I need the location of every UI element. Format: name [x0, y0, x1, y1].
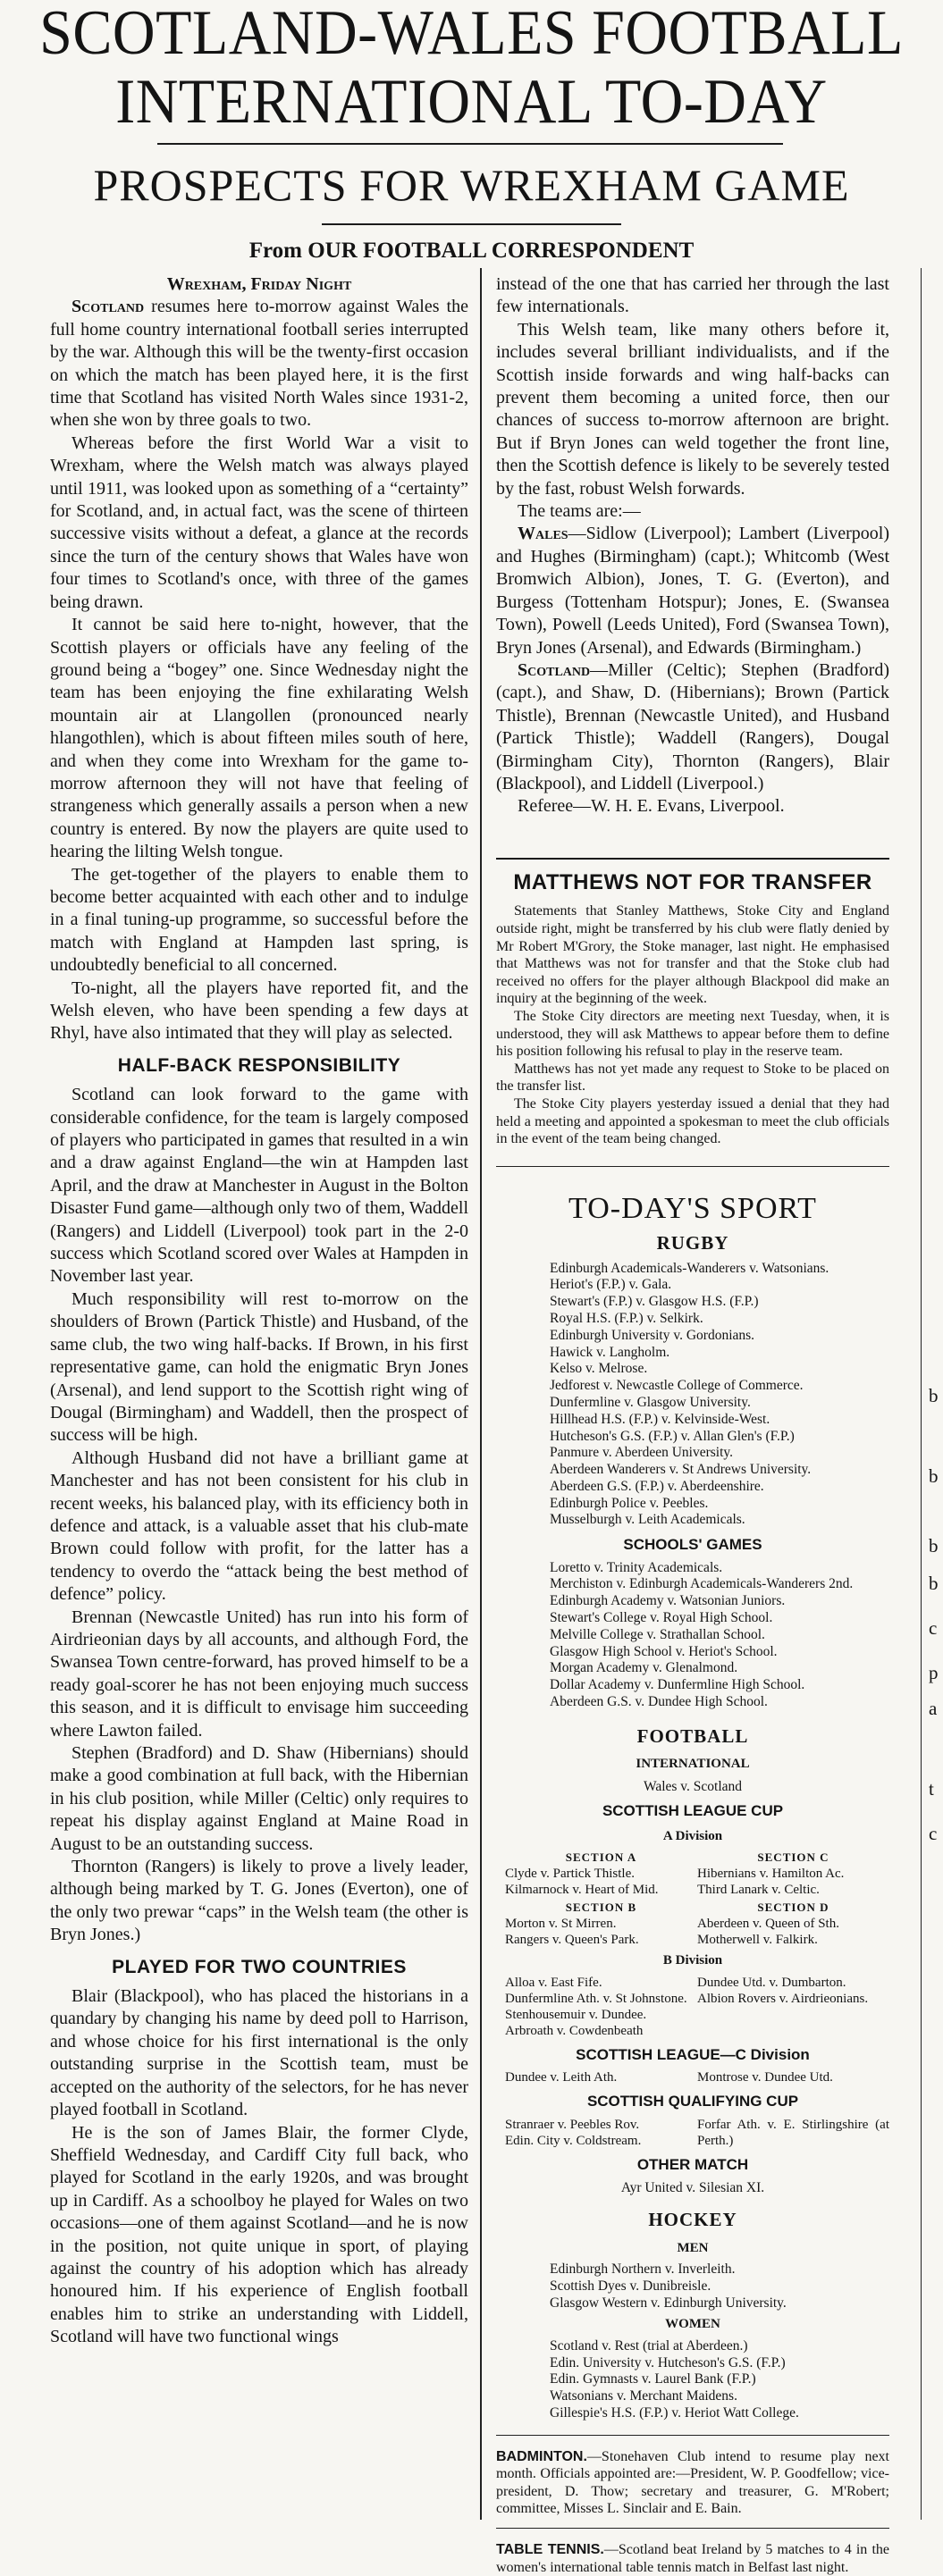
b-division-heading: B Division [662, 1953, 723, 1968]
fixture: Rangers v. Queen's Park. [505, 1933, 639, 1948]
story-paragraph: The Stoke City players yesterday issued a denial that they had held a meeting and appointed a spokesman to meet the club officials in the event of the team being changed. [496, 1095, 889, 1147]
article-paragraph: The get-together of the players to enable them to become better acquainted with each other and to indulge in a final tuning-up programme, so successful before the match with England at Hampden last spring, is undoubtedly beneficial to all concerned. [50, 864, 468, 976]
todays-sport-heading: TO-DAY'S SPORT [568, 1191, 817, 1225]
article-paragraph: To-night, all the players have reported fit, and the Welsh eleven, who have been spending a few days at Rhyl, have also intimated that they will play as selected. [50, 978, 468, 1044]
b-division-fixtures [505, 1975, 889, 2039]
cut-off-letter: p [929, 1662, 939, 1683]
fixture: Musselburgh v. Leith Academicals. [550, 1512, 745, 1528]
fixture: Jedforest v. Newcastle College of Commerce. [550, 1378, 804, 1394]
fixture: Edin. Gymnasts v. Laurel Bank (F.P.) [550, 2371, 756, 2387]
fixture: Dundee v. Leith Ath. [505, 2070, 618, 2085]
story-paragraph: Matthews has not yet made any request to Stoke to be placed on the transfer list. [496, 1061, 889, 1095]
hockey-heading: HOCKEY [648, 2209, 737, 2231]
subheadline-rule [322, 223, 621, 225]
right-edge-divider [921, 268, 922, 2520]
article-paragraph: The teams are:— [518, 501, 641, 522]
cut-off-letter: b [929, 1465, 939, 1487]
article-paragraph: Although Husband did not have a brilliant game at Manchester and has not been consistent for his club in recent weeks, his balanced play, with its efficiency both in defence and attack, is a valuable asset that his club-mate Brown could follow with profit, for the latter has a tendency to overdo the “attack being the best method of defence” policy. [50, 1447, 468, 1605]
fixture: Stewart's (F.P.) v. Glasgow H.S. (F.P.) [550, 1294, 759, 1310]
wales-team [496, 523, 889, 659]
fixture: Kilmarnock v. Heart of Mid. [505, 1883, 659, 1898]
fixture: Edinburgh Northern v. Inverleith. [550, 2261, 736, 2277]
headline [0, 0, 943, 137]
cut-off-letter: c [929, 1617, 938, 1639]
section-label: SECTION C [757, 1850, 829, 1865]
article-paragraph: instead of the one that has carried her through the last few internationals. [496, 274, 889, 317]
fixture: Aberdeen G.S. (F.P.) v. Aberdeenshire. [550, 1478, 764, 1494]
section-c [697, 1850, 889, 1898]
fixture: Edinburgh Academy v. Watsonian Juniors. [550, 1593, 786, 1609]
fixture: Stenhousemuir v. Dundee. [505, 2007, 647, 2022]
other-match-fixture: Ayr United v. Silesian XI. [620, 2180, 765, 2196]
fixture: Melville College v. Strathallan School. [550, 1626, 765, 1642]
hockey-men-fixtures [550, 2261, 889, 2312]
section-rule [496, 858, 889, 860]
fixture: Heriot's (F.P.) v. Gala. [550, 1277, 672, 1293]
fixture: Hibernians v. Hamilton Ac. [697, 1867, 845, 1882]
section-rule [496, 2528, 889, 2529]
fixture: Dunfermline v. Glasgow University. [550, 1394, 751, 1410]
article-paragraph: Thornton (Rangers) is likely to prove a lively leader, although being marked by T. G. Jones (Everton), one of the only two prewar “caps” in the Welsh team (the other is Bryn Jones.) [50, 1857, 468, 1945]
fixture: Morton v. St Mirren. [505, 1917, 617, 1932]
fixture: Aberdeen v. Queen of Sth. [697, 1917, 839, 1932]
fixture: Dollar Academy v. Dunfermline High School. [550, 1677, 805, 1693]
fixture: Motherwell v. Falkirk. [697, 1933, 818, 1948]
schools-heading: SCHOOLS' GAMES [623, 1536, 762, 1554]
fixture: Hutcheson's G.S. (F.P.) v. Allan Glen's (F.P.) [550, 1428, 795, 1444]
fixture: Kelso v. Melrose. [550, 1361, 648, 1377]
international-fixture: Wales v. Scotland [643, 1778, 743, 1794]
international-heading: INTERNATIONAL [636, 1757, 750, 1772]
fixture: Edin. University v. Hutcheson's G.S. (F.P.) [550, 2354, 786, 2370]
article-paragraph: Blair (Blackpool), who has placed the historians in a quandary by changing his name by deed poll to Harrison, and whose choice for his first international is the only outstanding surprise in the Scottish team, must be accepted on the authority of the selectors, for he has never played football in Scotland. [50, 1986, 468, 2120]
brief-label: TABLE TENNIS. [496, 2542, 604, 2558]
fixture: Panmure v. Aberdeen University. [550, 1445, 734, 1461]
referee: Referee—W. H. E. Evans, Liverpool. [518, 796, 785, 817]
schools-fixtures [550, 1560, 889, 1711]
qualifying-left [505, 2117, 697, 2149]
c-division-fixtures [505, 2069, 889, 2085]
matthews-story [496, 902, 889, 1147]
hockey-women-heading: WOMEN [665, 2317, 720, 2332]
hockey-women-fixtures [550, 2338, 889, 2422]
fixture: Arbroath v. Cowdenbeath [505, 2023, 644, 2038]
section-label: SECTION A [565, 1850, 637, 1865]
football-heading: FOOTBALL [636, 1724, 749, 1747]
byline: From OUR FOOTBALL CORRESPONDENT [248, 239, 695, 263]
fixture: Edin. City v. Coldstream. [505, 2133, 642, 2148]
badminton-brief [496, 2448, 889, 2518]
column-divider [480, 268, 482, 2520]
other-match-heading: OTHER MATCH [636, 2155, 749, 2173]
fixture: Aberdeen G.S. v. Dundee High School. [550, 1694, 768, 1710]
cut-off-letter: c [929, 1823, 938, 1844]
fixture: Loretto v. Trinity Academicals. [550, 1559, 723, 1575]
fixture: Morgan Academy v. Glenalmond. [550, 1660, 738, 1676]
fixture: Edinburgh Academicals-Wanderers v. Watsonians. [550, 1260, 829, 1276]
article-paragraph: Stephen (Bradford) and D. Shaw (Hibernians) should make a good combination at full back, with the Hibernian in his club position, while Miller (Celtic) only requires to repeat his display against England at Maine Road in August to be an outstanding success. [50, 1743, 468, 1854]
team-label: Scotland [518, 659, 591, 680]
b-division-right [697, 1975, 889, 2039]
league-cup-sections-bd [505, 1900, 889, 1948]
cut-off-letter: b [929, 1573, 939, 1594]
matthews-heading: MATTHEWS NOT FOR TRANSFER [513, 870, 872, 894]
team-list: —Sidlow (Liverpool); Lambert (Liverpool) and Hughes (Birmingham) (capt.); Whitcomb (West Bromwich Albion), Jones, T. G. (Everton), and Burgess (Tottenham Hotspur); Jones, E. (Swansea Town), Powell (Leeds United), Ford (Swansea Town), Bryn Jones (Arsenal), and Edwards (Birmingham.) [496, 524, 889, 658]
b-division-left [505, 1975, 697, 2039]
main-article-column [50, 273, 468, 2349]
article-paragraph: Whereas before the first World War a visit to Wrexham, where the Welsh match was always played until 1911, was looked upon as something of a “certainty” for Scotland, and, in actual fact, was the scene of thirteen successive visits without a defeat, a glance at the records since the turn of the century shows that Wales have won four times to Scotland's once, with three of the games being drawn. [50, 432, 468, 612]
headline-line-1: SCOTLAND-WALES FOOTBALL [39, 0, 904, 68]
fixture: Royal H.S. (F.P.) v. Selkirk. [550, 1310, 703, 1326]
hockey-men-heading: MEN [677, 2240, 709, 2255]
fixture: Dunfermline Ath. v. St Johnstone. [505, 1991, 687, 2006]
article-paragraph [50, 296, 468, 432]
story-paragraph: The Stoke City directors are meeting next Tuesday, when, it is understood, they will ask Matthews to appear before them to define his position following his refusal to play in the reserve team. [496, 1008, 889, 1060]
section-heading: PLAYED FOR TWO COUNTRIES [112, 1956, 407, 1977]
fixture: Aberdeen Wanderers v. St Andrews University. [550, 1462, 812, 1478]
fixture: Scottish Dyes v. Dunibreisle. [550, 2278, 711, 2294]
c-division-heading: SCOTTISH LEAGUE—C Division [576, 2045, 810, 2063]
team-list: —Miller (Celtic); Stephen (Bradford) (capt.), and Shaw, D. (Hibernians); Brown (Partick Thistle), Brennan (Newcastle United), and Husband (Partick Thistle); Waddell (Rangers), Dougal (Birmingham City), Thornton (Rangers), Blair (Blackpool), and Liddell (Liverpool.) [496, 659, 889, 793]
league-cup-heading: SCOTTISH LEAGUE CUP [602, 1801, 784, 1819]
article-paragraph: It cannot be said here to-night, however, that the Scottish players or officials have any feeling of the ground being a “bogey” one. Since Wednesday night the team has been enjoying the fine exhilarating Welsh mountain air at Llangollen (pronounced nearly hlangothlen), which is about fifteen miles south of here, and when they come into Wrexham for the game to-morrow afternoon they will not have that feeling of strangeness which generally assails a person when a new country is entered. By now the players are quite used to hearing the lilting Welsh tongue. [50, 615, 468, 862]
sidebar-column [496, 871, 889, 2576]
qualifying-cup-fixtures [505, 2117, 889, 2149]
article-paragraph: He is the son of James Blair, the former Clyde, Sheffield Wednesday, and Cardiff City full back, who played for Scotland in the early 1920s, and was brought up in Cardiff. As a schoolboy he played for Wales on two occasions—one of them against Scotland—and he is now in the position, not quite unique in sport, of playing against the country of his adoption which has already honoured him. If his experience of English football enables him to strike an understanding with Liddell, Scotland will have two functional wings [50, 2122, 468, 2347]
section-heading: HALF-BACK RESPONSIBILITY [117, 1054, 401, 1076]
headline-line-2: INTERNATIONAL TO-DAY [115, 66, 828, 138]
rugby-heading: RUGBY [656, 1232, 729, 1254]
fixture: Glasgow Western v. Edinburgh University. [550, 2295, 787, 2311]
team-label: Wales [518, 524, 568, 544]
rugby-fixtures [550, 1261, 889, 1530]
brief-label: BADMINTON. [496, 2448, 587, 2464]
article-paragraph: Scotland can look forward to the game with considerable confidence, for the team is largely composed of players who participated in games that resulted in a win and a draw against England—the win at Hampden last April, and the draw at Manchester in August in the Bolton Disaster Fund game—although only two of them, Waddell (Rangers) and Liddell (Liverpool) took part in the 2-0 success which Scotland scored over Wales at Hampden in November last year. [50, 1085, 468, 1287]
section-label: SECTION D [757, 1901, 829, 1915]
dateline: Wrexham, Friday Night [166, 274, 352, 294]
league-cup-sections-ac [505, 1850, 889, 1898]
cut-off-letter: t [929, 1778, 934, 1800]
headline-rule [157, 143, 783, 145]
fixture: Scotland v. Rest (trial at Aberdeen.) [550, 2337, 748, 2354]
article-paragraph: Much responsibility will rest to-morrow on the shoulders of Brown (Partick Thistle) and Husband, of the same club, the two wing half-backs. If Brown, in his first representative game, can hold the enigmatic Bryn Jones (Arsenal), and lend support to the Scottish right wing of Dougal (Birmingham) and Waddell, then the prospect of success will be high. [50, 1288, 468, 1446]
fixture: Merchiston v. Edinburgh Academicals-Wanderers 2nd. [550, 1576, 854, 1592]
fixture: Hillhead H.S. (F.P.) v. Kelvinside-West. [550, 1411, 770, 1427]
fixture: Montrose v. Dundee Utd. [697, 2070, 833, 2085]
fixture: Stranraer v. Peebles Rov. [505, 2117, 640, 2132]
brief-text: —Stonehaven Club intend to resume play next month. Officials appointed are:—President, W. P. Goodfellow; vice-president, D. Thow; secretary and treasurer, G. M'Robert; committee, Misses L. Sinclair and E. Bain. [496, 2448, 889, 2516]
fixture: Watsonians v. Merchant Maidens. [550, 2388, 737, 2404]
fixture: Dundee Utd. v. Dumbarton. [697, 1975, 846, 1990]
article-continuation-column [496, 273, 889, 818]
scotland-team [496, 659, 889, 795]
paragraph-text: resumes here to-morrow against Wales the full home country international football series interrupted by the war. Although this will be the twenty-first occasion on which the match has been played here, it is the first time that Scotland has visited North Wales since 1931-2, when she won by three goals to two. [50, 297, 468, 431]
subheadline: PROSPECTS FOR WREXHAM GAME [93, 160, 850, 210]
fixture: Forfar Ath. v. E. Stirlingshire (at Perth.) [697, 2117, 889, 2148]
section-d [697, 1900, 889, 1948]
section-label: SECTION B [565, 1901, 637, 1915]
table-tennis-brief [496, 2541, 889, 2576]
fixture: Gillespie's H.S. (F.P.) v. Heriot Watt College. [550, 2404, 799, 2421]
article-paragraph: Brennan (Newcastle United) has run into his form of Airdrieonian days by all accounts, and although Ford, the Swansea Town centre-forward, has proved himself to be a ready goal-scorer he has not been enjoying much success this season, and it is difficult to envisage him succeeding where Lawton failed. [50, 1607, 468, 1741]
section-rule [496, 1166, 889, 1167]
qualifying-right [697, 2117, 889, 2149]
article-paragraph: This Welsh team, like many others before it, includes several brilliant individualists, and if the Scottish inside forwards and wing half-backs can prevent them becoming a united force, then our chances of success to-morrow afternoon are bright. But if Bryn Jones can weld together the front line, then the Scottish defence is likely to be severely tested by the fast, robust Welsh forwards. [496, 319, 889, 499]
story-paragraph: Statements that Stanley Matthews, Stoke City and England outside right, might be transferred by his club were flatly denied by Mr Robert M'Grory, the Stoke manager, last night. He emphasised that Matthews was not for transfer and that the Stoke club had received no offers for the player although Blackpool did make an inquiry at the beginning of the week. [496, 903, 889, 1007]
fixture: Edinburgh Police v. Peebles. [550, 1495, 709, 1511]
cut-off-letter: b [929, 1535, 939, 1557]
fixture: Alloa v. East Fife. [505, 1975, 602, 1990]
fixture: Glasgow High School v. Heriot's School. [550, 1643, 778, 1659]
fixture: Third Lanark v. Celtic. [697, 1883, 820, 1898]
qualifying-cup-heading: SCOTTISH QUALIFYING CUP [586, 2093, 799, 2110]
fixture: Edinburgh University v. Gordonians. [550, 1327, 755, 1343]
fixture: Clyde v. Partick Thistle. [505, 1867, 635, 1882]
a-division-heading: A Division [662, 1829, 723, 1844]
fixture: Stewart's College v. Royal High School. [550, 1610, 773, 1626]
section-b [505, 1900, 697, 1948]
section-a [505, 1850, 697, 1898]
lead-word: Scotland [72, 297, 145, 317]
brief-text: —Scotland beat Ireland by 5 matches to 4 in the women's international table tennis match in Belfast last night. [496, 2542, 889, 2575]
fixture: Hawick v. Langholm. [550, 1344, 670, 1360]
cut-off-letter: b [929, 1385, 939, 1406]
section-rule [496, 2435, 889, 2436]
cut-off-letter: a [929, 1698, 938, 1719]
fixture: Albion Rovers v. Airdrieonians. [697, 1991, 869, 2006]
